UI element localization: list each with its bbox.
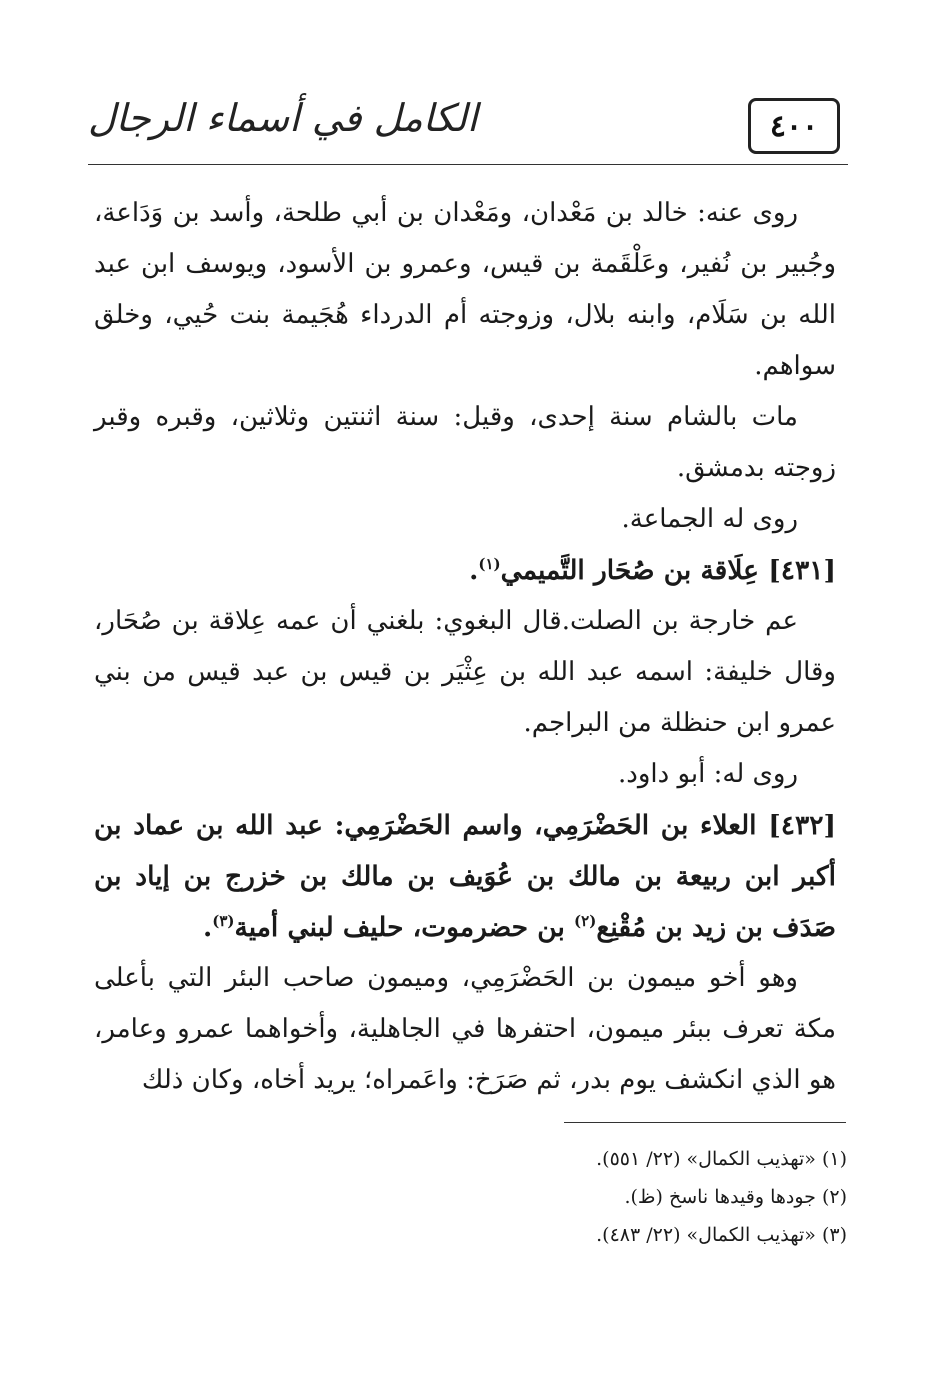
entry-431-end: . (469, 555, 479, 586)
page-header (88, 90, 848, 170)
entry-431-title: [٤٣١] عِلَاقة بن صُحَار التَّميمي (500, 555, 836, 586)
footnote-ref-3: (٣) (212, 912, 235, 931)
footnote-3: (٣) «تهذيب الكمال» (٢٢/ ٤٨٣). (596, 1224, 847, 1246)
entry-heading-432 (94, 800, 836, 953)
paragraph-narrators: روى عنه: خالد بن مَعْدان، ومَعْدان بن أبي طلحة، وأسد بن وَدَاعة، وجُبير بن نُفير، وعَلْقَمة بن قيس، وعمرو بن الأسود، ويوسف ابن عبد الله بن سَلَام، وابنه بلال، وزوجته أم الدرداء هُجَيمة بنت حُيي، وخلق سواهم. (94, 198, 836, 381)
header-divider (88, 164, 848, 165)
entry-heading-431 (94, 545, 836, 596)
entry-432-title-cont: بن حضرموت، حليف لبني أمية (234, 912, 575, 943)
entry-432-title: [٤٣٢] العلاء بن الحَضْرَمِي، واسم الحَضْرَمِي: عبد الله بن عماد بن أكبر ابن ربيعة بن مالك بن عُوَيف بن مالك بن خزرج بن إياد بن صَدَف بن زيد بن مُقْنِع (94, 810, 836, 943)
book-title: الكامل في أسماء الرجال (88, 96, 478, 140)
page-number: ٤٠٠ (748, 98, 840, 154)
footnote-divider (564, 1122, 846, 1123)
paragraph-abu-dawud: روى له: أبو داود. (618, 759, 798, 789)
main-text (94, 188, 836, 1106)
paragraph-entry-432: وهو أخو ميمون بن الحَضْرَمِي، وميمون صاحب البئر التي بأعلى مكة تعرف ببئر ميمون، احتفرها في الجاهلية، وأخواهما عمرو وعامر، هو الذي انكشف يوم بدر، ثم صَرَخ: واعَمراه؛ يريد أخاه، وكان ذلك (94, 963, 836, 1095)
footnote-2: (٢) جودها وقيدها ناسخ (ظ). (624, 1186, 847, 1208)
footnote-1: (١) «تهذيب الكمال» (٢٢/ ٥٥١). (596, 1148, 847, 1170)
footnote-ref-1: (١) (478, 555, 501, 574)
entry-432-end: . (202, 912, 213, 943)
footnote-ref-2: (٢) (574, 912, 597, 931)
paragraph-death: مات بالشام سنة إحدى، وقيل: سنة اثنتين وثلاثين، وقبره وقبر زوجته بدمشق. (94, 402, 836, 483)
paragraph-narrated-by-group: روى له الجماعة. (621, 504, 798, 534)
paragraph-entry-431: عم خارجة بن الصلت.قال البغوي: بلغني أن عمه عِلاقة بن صُحَار، وقال خليفة: اسمه عبد الله بن عِثْيَر بن قيس بن عبد قيس من بني عمرو ابن حنظلة من البراجم. (94, 606, 836, 738)
footnotes (347, 1140, 847, 1254)
